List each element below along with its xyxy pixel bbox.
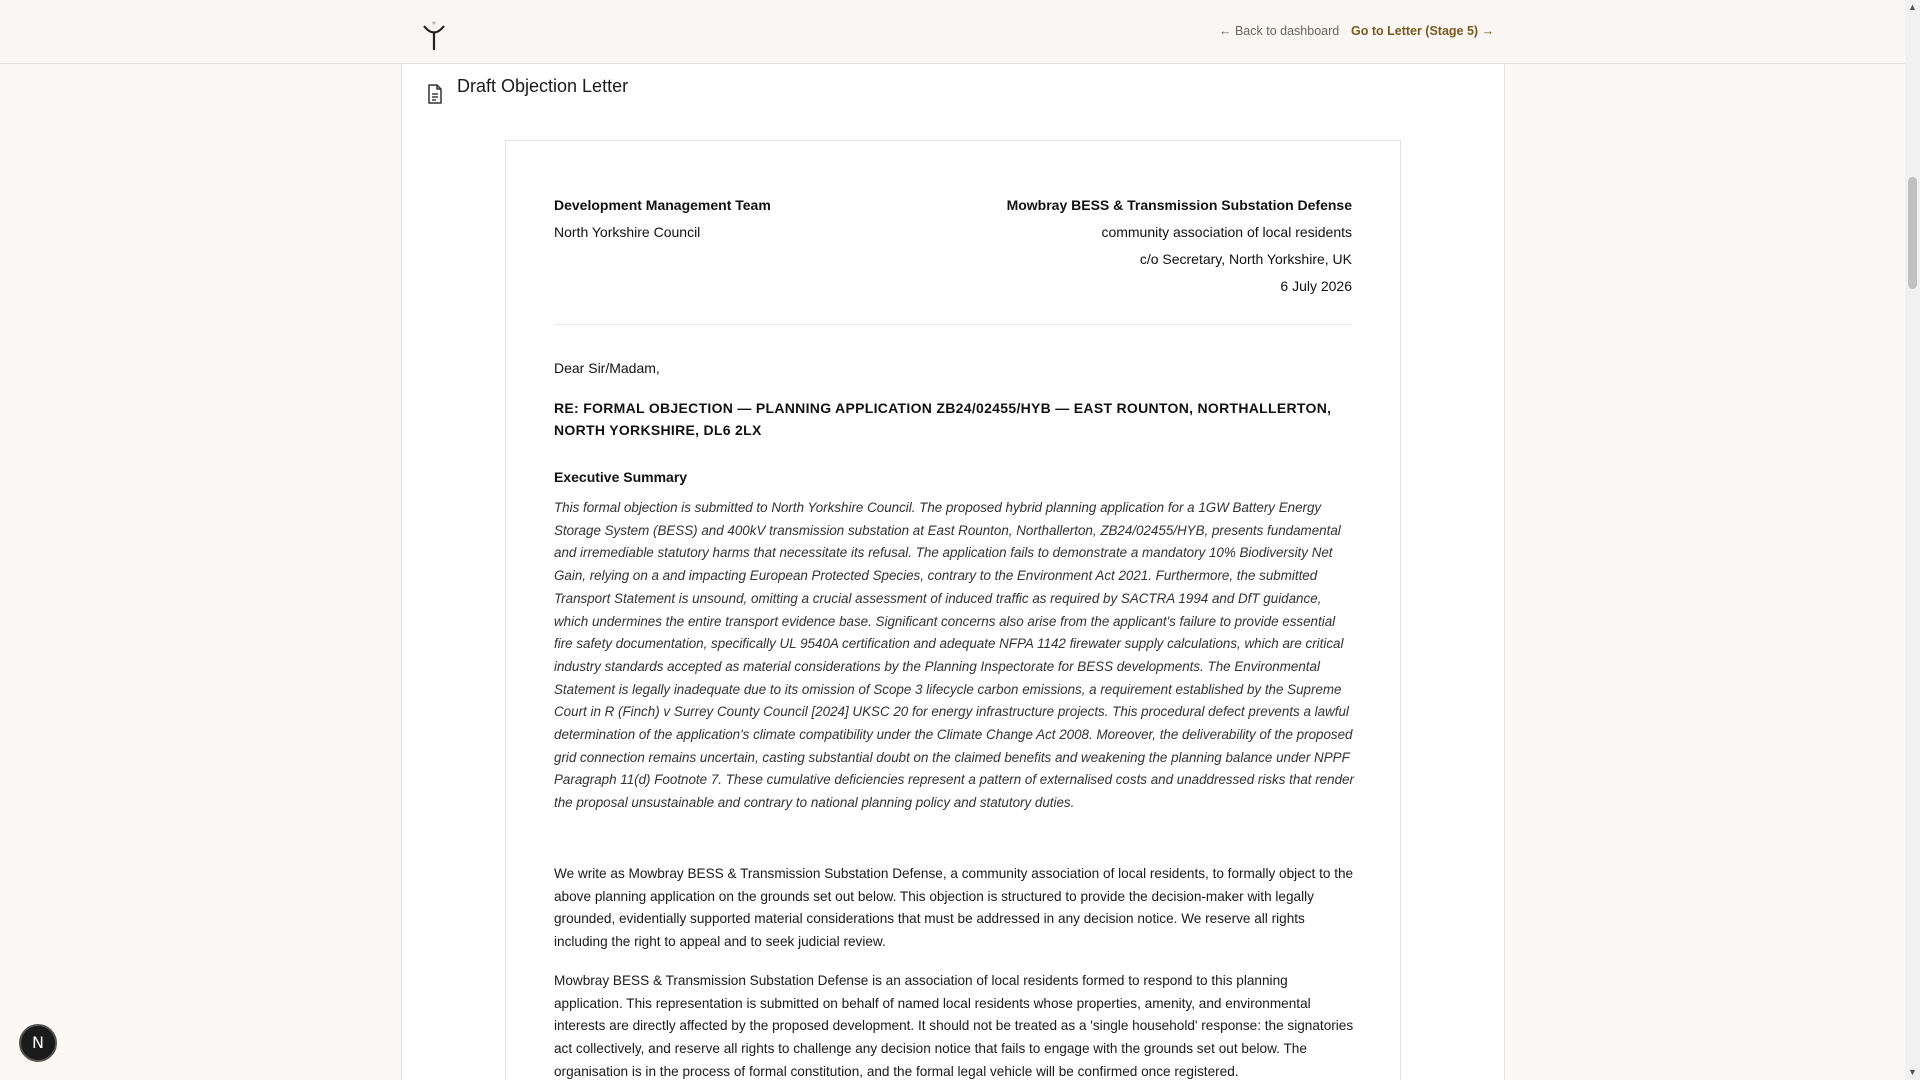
subject-line: RE: FORMAL OBJECTION — PLANNING APPLICATION ZB24/02455/HYB — EAST ROUNTON, NORTHALLERTON, NORTH YORKSHIRE, DL6 2LX bbox=[554, 400, 1332, 438]
recipient-line: North Yorkshire Council bbox=[554, 224, 701, 240]
top-bar bbox=[0, 0, 1905, 64]
floating-assistant-button[interactable]: N bbox=[19, 1024, 57, 1062]
scroll-down-arrow-icon[interactable]: ▼ bbox=[1908, 1067, 1917, 1077]
divider bbox=[554, 324, 1352, 325]
letter-date: 6 July 2026 bbox=[1280, 278, 1352, 294]
salutation: Dear Sir/Madam, bbox=[554, 360, 660, 376]
letter-paragraph-2: Mowbray BESS & Transmission Substation Defense is an association of local residents formed to respond to this planning application. This representation is submitted on behalf of named local residents whose properties, amenity, and environmental interests are directly affected by the proposed development. It should not be treated as a 'single household' response: the signatories act collectively, and reserve all rights to challenge any decision notice that fails to engage with the grounds set out below. The organisation is in the process of formal constitution, and the formal legal vehicle will be confirmed once registered. bbox=[554, 973, 1354, 1079]
recipient-block bbox=[554, 192, 771, 246]
executive-summary-heading: Executive Summary bbox=[554, 469, 688, 485]
sender-line-2: c/o Secretary, North Yorkshire, UK bbox=[1139, 251, 1352, 267]
section-title: Draft Objection Letter bbox=[457, 76, 629, 96]
scrollbar-track[interactable] bbox=[1905, 0, 1920, 1080]
go-to-letter-link[interactable]: Go to Letter (Stage 5) → bbox=[1351, 24, 1495, 38]
letter-paragraph-1: We write as Mowbray BESS & Transmission Substation Defense, a community association of local residents, to formally object to the above planning application on the grounds set out below. This objection is structured to provide the decision-maker with legally grounded, evidentially supported material considerations that must be addressed in any decision notice. We reserve all rights including the right to appeal and to seek judicial review. bbox=[554, 866, 1354, 950]
logo-icon[interactable] bbox=[421, 19, 447, 51]
executive-summary-text: This formal objection is submitted to North Yorkshire Council. The proposed hybrid planning application for a 1GW Battery Energy Storage System (BESS) and 400kV transmission substation at East Rounton, Northallerton, ZB24/02455/HYB, presents fundamental and irremediable statutory harms that necessitate its refusal. The application fails to demonstrate a mandatory 10% Biodiversity Net Gain, relying on a and impacting European Protected Species, contrary to the Environment Act 2021. Furthermore, the submitted Transport Statement is unsound, omitting a crucial assessment of induced traffic as required by SACTRA 1994 and DfT guidance, which undermines the entire transport evidence base. Significant concerns also arise from the applicant's failure to provide essential fire safety documentation, specifically UL 9540A certification and adequate NFPA 1142 firewater supply calculations, which are critical industry standards accepted as material considerations by the Planning Inspectorate for BESS developments. The Environmental Statement is legally inadequate due to its omission of Scope 3 lifecycle carbon emissions, a requirement established by the Supreme Court in R (Finch) v Surrey County Council [2024] UKSC 20 for energy infrastructure projects. This procedural defect prevents a lawful determination of the application's climate compatibility under the Climate Change Act 2008. Moreover, the deliverability of the proposed grid connection remains uncertain, casting substantial doubt on the claimed benefits and weakening the planning balance under NPPF Paragraph 11(d) Footnote 7. These cumulative deficiencies represent a pattern of externalised costs and unaddressed risks that render the proposal unsustainable and contrary to national planning policy and statutory duties. bbox=[554, 500, 1354, 811]
recipient-org: Development Management Team bbox=[554, 197, 771, 213]
scroll-up-arrow-icon[interactable]: ▲ bbox=[1908, 2, 1917, 12]
back-to-dashboard-link[interactable]: ← Back to dashboard bbox=[1219, 24, 1340, 38]
sender-block bbox=[1007, 192, 1352, 300]
letter-document bbox=[505, 140, 1401, 1080]
document-icon bbox=[427, 84, 443, 104]
sender-org: Mowbray BESS & Transmission Substation Defense bbox=[1006, 197, 1352, 213]
sender-line-1: community association of local residents bbox=[1101, 224, 1352, 240]
scrollbar-thumb[interactable] bbox=[1908, 177, 1917, 289]
